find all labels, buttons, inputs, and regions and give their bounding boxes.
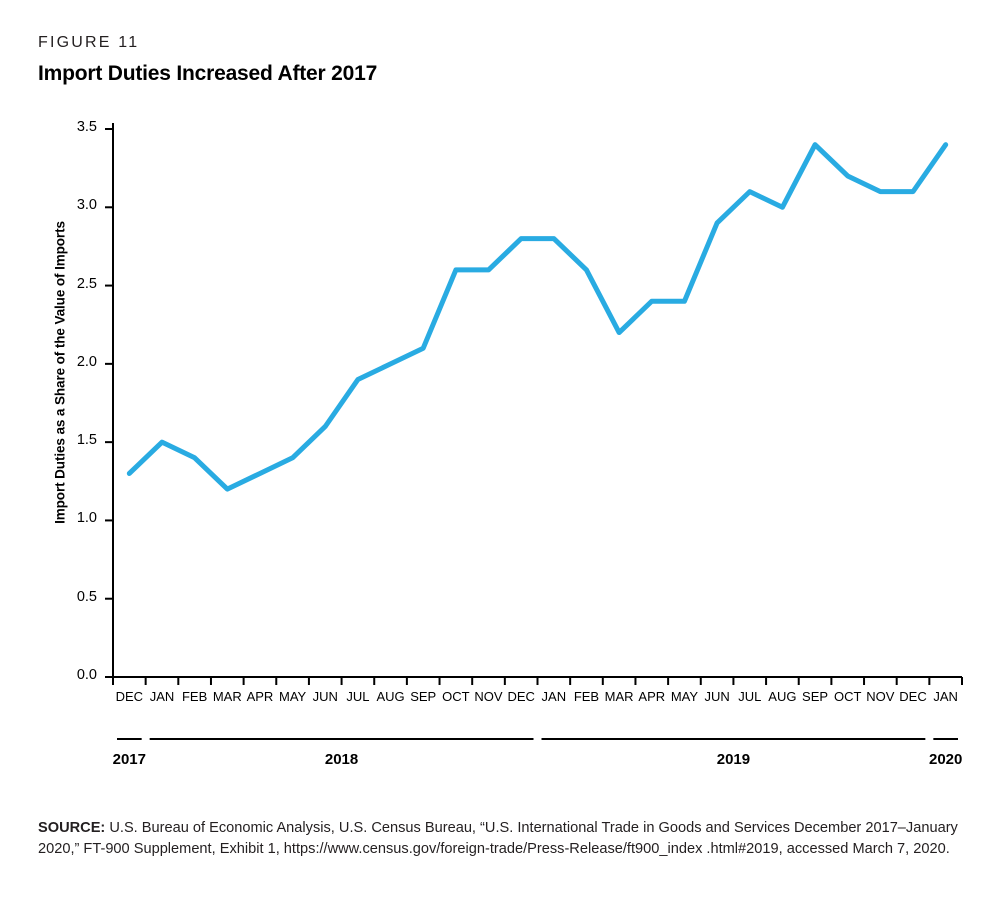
x-axis-tick-label: NOV — [474, 689, 503, 704]
y-axis-tick-label: 0.5 — [76, 588, 97, 605]
y-axis-tick-label: 3.5 — [76, 119, 97, 135]
y-axis-tick-label: 0.0 — [76, 667, 97, 683]
x-axis-tick-label: JAN — [541, 689, 567, 704]
x-axis-tick-label: FEB — [181, 689, 208, 704]
x-axis-tick-label: MAY — [278, 689, 307, 704]
y-axis-title: Import Duties as a Share of the Value of Imports — [52, 221, 68, 524]
x-axis-tick-label: OCT — [833, 689, 862, 704]
x-axis-tick-label: JUL — [738, 689, 762, 704]
x-axis-tick-label: AUG — [768, 689, 797, 704]
y-axis-tick-label: 1.0 — [76, 510, 97, 527]
x-axis-tick-label: MAR — [604, 689, 634, 704]
x-axis-tick-label: FEB — [573, 689, 600, 704]
x-axis-tick-label: DEC — [899, 689, 927, 704]
data-series-line — [129, 145, 945, 489]
x-axis-tick-label: SEP — [802, 689, 829, 704]
year-group-label: 2017 — [112, 751, 146, 768]
chart-container — [0, 105, 1000, 785]
source-note — [38, 818, 968, 859]
x-axis-tick-label: MAR — [212, 689, 242, 704]
y-axis-tick-label: 2.5 — [76, 275, 97, 292]
year-group-label: 2020 — [928, 751, 963, 768]
x-axis-tick-label: MAY — [670, 689, 699, 704]
x-axis-tick-label: NOV — [866, 689, 895, 704]
y-axis-tick-label: 2.0 — [76, 353, 97, 370]
x-axis-tick-label: JUN — [312, 689, 338, 704]
x-axis-tick-label: DEC — [115, 689, 144, 704]
x-axis-tick-label: DEC — [507, 689, 535, 704]
x-axis-tick-label: APR — [246, 689, 274, 704]
x-axis-tick-label: SEP — [410, 689, 437, 704]
x-axis-tick-label: OCT — [442, 689, 470, 704]
x-axis-tick-label: AUG — [376, 689, 405, 704]
source-text: U.S. Bureau of Economic Analysis, U.S. Census Bureau, “U.S. International Trade in Goods and Services December 2017–January 2020,” FT-900 Supplement, Exhibit 1, https://www.census.gov/foreign-trade/Press-Release/ft900_index .html#2019, accessed March 7, 2020. — [38, 820, 958, 857]
x-axis-tick-label: JAN — [149, 689, 175, 704]
figure-label: FIGURE 11 — [38, 34, 140, 51]
y-axis-tick-label: 1.5 — [76, 432, 97, 449]
year-group-label: 2019 — [716, 751, 751, 768]
y-axis-tick-label: 3.0 — [76, 197, 97, 214]
page-title: Import Duties Increased After 2017 — [38, 62, 378, 85]
x-axis-tick-label: JAN — [933, 689, 958, 704]
x-axis-tick-label: JUL — [346, 689, 370, 704]
x-axis-tick-label: JUN — [704, 689, 730, 704]
source-prefix: SOURCE: — [38, 820, 106, 836]
x-axis-tick-label: APR — [638, 689, 666, 704]
year-group-label: 2018 — [324, 751, 359, 768]
line-chart — [0, 105, 1000, 785]
